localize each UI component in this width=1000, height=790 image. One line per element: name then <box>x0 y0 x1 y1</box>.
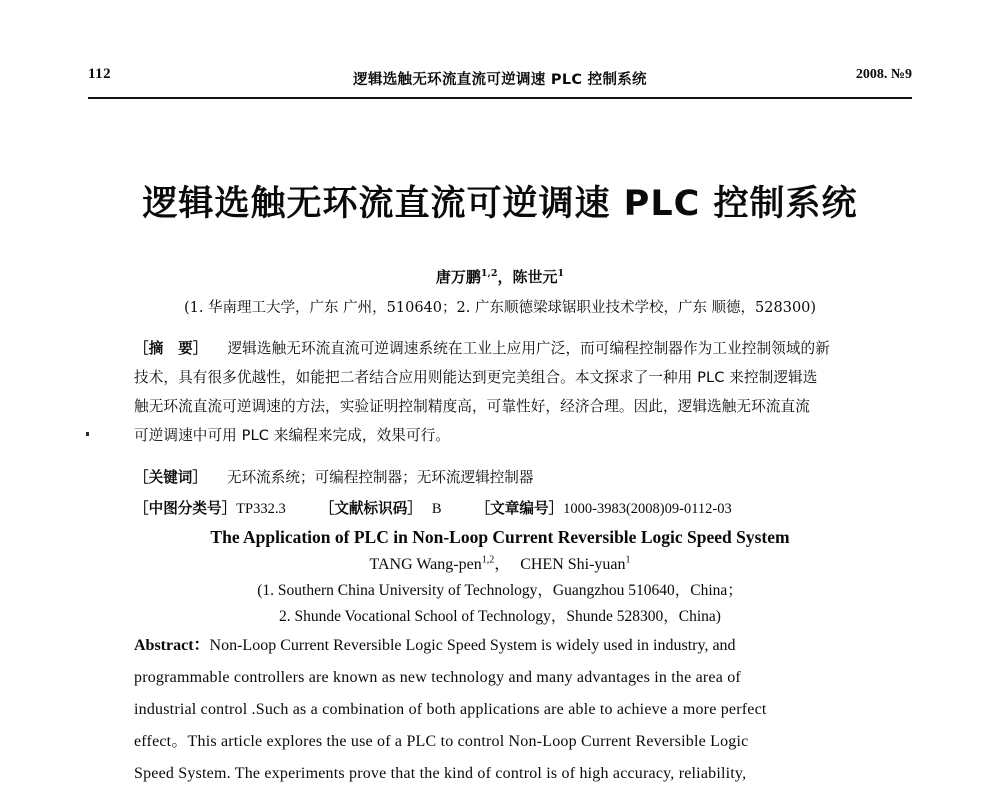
author-two-name: 陈世元 <box>512 268 558 286</box>
affiliation-chinese: (1. 华南理工大学，广东 广州，510640；2. 广东顺德梁球锯职业技术学校，广东 顺德，528300) <box>183 300 817 316</box>
abstract-english-line: effect。This article explores the use of a PLC to control Non-Loop Current Reversible Logic <box>134 733 749 750</box>
abstract-english <box>134 630 882 790</box>
abstract-chinese-line: 可逆调速中可用 PLC 来编程来完成，效果可行。 <box>134 427 451 444</box>
abstract-english-label: Abstract： <box>134 637 210 654</box>
page-number: 112 <box>88 66 112 82</box>
abstract-english-line: Speed System. The experiments prove that the kind of control is of high accuracy, reliability, <box>134 765 747 782</box>
abstract-chinese-line <box>134 334 870 363</box>
document-code-label: ［文献标识码］ <box>319 500 422 517</box>
abstract-english-text: Non-Loop Current Reversible Logic Speed System is widely used in industry, and <box>209 637 736 654</box>
author-line <box>0 266 1000 287</box>
author-two-affiliation-marker-english: 1 <box>625 554 631 566</box>
abstract-english-line: industrial control .Such as a combination of both applications are able to achieve a more perfect <box>134 701 767 718</box>
author-one-affiliation-marker: 1,2 <box>480 268 498 279</box>
author-separator-english: ， <box>494 556 511 573</box>
abstract-chinese-line: 技术，具有很多优越性，如能把二者结合应用则能达到更完美组合。本文探求了一种用 PLC 来控制逻辑选 <box>134 369 818 386</box>
document-code-value: B <box>431 501 442 517</box>
abstract-chinese-line: 触无环流直流可逆调速的方法，实验证明控制精度高，可靠性好，经济合理。因此，逻辑选触无环流直流 <box>134 398 810 415</box>
abstract-chinese <box>134 334 870 450</box>
author-one-name: 唐万鹏 <box>435 268 481 286</box>
author-two-name-english: CHEN Shi-yuan <box>520 556 626 573</box>
author-one-affiliation-marker-english: 1,2 <box>481 554 495 566</box>
clc-label: ［中图分类号］ <box>134 500 237 517</box>
scan-artifact-speck <box>86 432 89 436</box>
keywords-label: ［关键词］ <box>134 469 207 486</box>
abstract-chinese-text: 逻辑选触无环流直流可逆调速系统在工业上应用广泛，而可编程控制器作为工业控制领域的新 <box>227 340 830 357</box>
author-separator: ， <box>497 268 513 286</box>
abstract-english-line: programmable controllers are known as new technology and many advantages in the area of <box>134 669 741 686</box>
affiliation-english-one: (1. Southern China University of Technology，Guangzhou 510640，China； <box>257 582 743 599</box>
abstract-english-line <box>134 630 882 662</box>
article-title: 逻辑选触无环流直流可逆调速 PLC 控制系统 <box>142 184 858 224</box>
abstract-label: ［摘 要］ <box>134 340 208 357</box>
running-title: 逻辑选触无环流直流可逆调速 PLC 控制系统 <box>353 72 647 88</box>
author-line-english <box>0 551 1000 574</box>
page-header <box>88 66 912 96</box>
article-id-label: ［文章编号］ <box>475 500 564 517</box>
clc-value: TP332.3 <box>236 501 286 517</box>
author-one-name-english: TANG Wang-pen <box>369 556 482 573</box>
affiliation-english-two: 2. Shunde Vocational School of Technology，Shunde 528300，China) <box>279 608 721 625</box>
article-title-english: The Application of PLC in Non-Loop Current Reversible Logic Speed System <box>210 527 790 547</box>
author-two-affiliation-marker: 1 <box>557 268 565 279</box>
header-divider <box>88 97 912 99</box>
keywords-value: 无环流系统；可编程控制器；无环流逻辑控制器 <box>226 469 534 486</box>
article-id-value: 1000-3983(2008)09-0112-03 <box>563 501 732 517</box>
keywords-chinese <box>134 466 894 487</box>
issue-label: 2008. №9 <box>855 67 912 82</box>
classification-line <box>134 497 894 518</box>
